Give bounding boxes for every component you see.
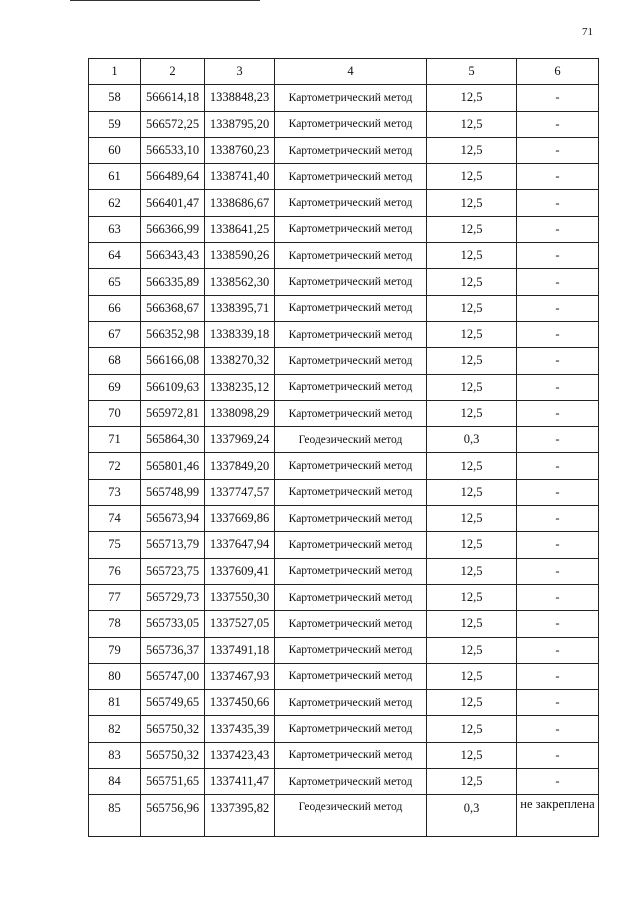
- accuracy-cell: 12,5: [427, 611, 517, 637]
- x-coordinate-cell: 565756,96: [141, 795, 205, 837]
- accuracy-cell: 12,5: [427, 164, 517, 190]
- method-cell: Картометрический метод: [275, 584, 427, 610]
- x-coordinate-cell: 566533,10: [141, 137, 205, 163]
- method-cell: Картометрический метод: [275, 453, 427, 479]
- method-cell: Картометрический метод: [275, 85, 427, 111]
- point-number-cell: 68: [89, 348, 141, 374]
- accuracy-cell: 12,5: [427, 137, 517, 163]
- header-col-6: 6: [517, 59, 599, 85]
- point-number-cell: 67: [89, 321, 141, 347]
- y-coordinate-cell: 1337550,30: [205, 584, 275, 610]
- y-coordinate-cell: 1337467,93: [205, 663, 275, 689]
- fixation-cell: -: [517, 400, 599, 426]
- x-coordinate-cell: 566368,67: [141, 295, 205, 321]
- method-cell: Картометрический метод: [275, 742, 427, 768]
- table-row: [89, 111, 599, 137]
- y-coordinate-cell: 1337849,20: [205, 453, 275, 479]
- point-number-cell: 76: [89, 558, 141, 584]
- y-coordinate-cell: 1337527,05: [205, 611, 275, 637]
- x-coordinate-cell: 566352,98: [141, 321, 205, 347]
- method-cell: Картометрический метод: [275, 269, 427, 295]
- x-coordinate-cell: 566614,18: [141, 85, 205, 111]
- y-coordinate-cell: 1337423,43: [205, 742, 275, 768]
- method-cell: Картометрический метод: [275, 558, 427, 584]
- x-coordinate-cell: 565750,32: [141, 742, 205, 768]
- x-coordinate-cell: 565801,46: [141, 453, 205, 479]
- method-cell: Картометрический метод: [275, 690, 427, 716]
- accuracy-cell: 12,5: [427, 243, 517, 269]
- fixation-cell: -: [517, 532, 599, 558]
- method-cell: Картометрический метод: [275, 637, 427, 663]
- y-coordinate-cell: 1337411,47: [205, 769, 275, 795]
- y-coordinate-cell: 1337609,41: [205, 558, 275, 584]
- fixation-cell: -: [517, 137, 599, 163]
- x-coordinate-cell: 566366,99: [141, 216, 205, 242]
- y-coordinate-cell: 1338590,26: [205, 243, 275, 269]
- table-row: [89, 427, 599, 453]
- fixation-cell: -: [517, 243, 599, 269]
- table-row: [89, 321, 599, 347]
- fixation-cell: -: [517, 769, 599, 795]
- accuracy-cell: 12,5: [427, 663, 517, 689]
- coordinates-table: [88, 58, 599, 837]
- accuracy-cell: 12,5: [427, 85, 517, 111]
- page-number: 71: [582, 26, 593, 38]
- x-coordinate-cell: 565751,65: [141, 769, 205, 795]
- table-row: [89, 795, 599, 837]
- fixation-cell: -: [517, 348, 599, 374]
- fixation-cell: -: [517, 637, 599, 663]
- method-cell: Картометрический метод: [275, 243, 427, 269]
- accuracy-cell: 12,5: [427, 111, 517, 137]
- y-coordinate-cell: 1338760,23: [205, 137, 275, 163]
- fixation-cell: -: [517, 164, 599, 190]
- y-coordinate-cell: 1338686,67: [205, 190, 275, 216]
- y-coordinate-cell: 1337647,94: [205, 532, 275, 558]
- point-number-cell: 79: [89, 637, 141, 663]
- table-row: [89, 637, 599, 663]
- point-number-cell: 69: [89, 374, 141, 400]
- method-cell: Картометрический метод: [275, 769, 427, 795]
- x-coordinate-cell: 566572,25: [141, 111, 205, 137]
- y-coordinate-cell: 1338339,18: [205, 321, 275, 347]
- method-cell: Картометрический метод: [275, 611, 427, 637]
- point-number-cell: 71: [89, 427, 141, 453]
- method-cell: Картометрический метод: [275, 111, 427, 137]
- accuracy-cell: 12,5: [427, 479, 517, 505]
- y-coordinate-cell: 1337395,82: [205, 795, 275, 837]
- method-cell: Картометрический метод: [275, 216, 427, 242]
- point-number-cell: 64: [89, 243, 141, 269]
- accuracy-cell: 12,5: [427, 400, 517, 426]
- fixation-cell: -: [517, 427, 599, 453]
- x-coordinate-cell: 566109,63: [141, 374, 205, 400]
- table-row: [89, 479, 599, 505]
- accuracy-cell: 12,5: [427, 532, 517, 558]
- point-number-cell: 80: [89, 663, 141, 689]
- fixation-cell: -: [517, 374, 599, 400]
- table-row: [89, 374, 599, 400]
- table-row: [89, 295, 599, 321]
- method-cell: Геодезический метод: [275, 427, 427, 453]
- fixation-cell: -: [517, 85, 599, 111]
- point-number-cell: 58: [89, 85, 141, 111]
- y-coordinate-cell: 1337669,86: [205, 506, 275, 532]
- x-coordinate-cell: 566401,47: [141, 190, 205, 216]
- accuracy-cell: 12,5: [427, 374, 517, 400]
- point-number-cell: 77: [89, 584, 141, 610]
- method-cell: Картометрический метод: [275, 716, 427, 742]
- point-number-cell: 81: [89, 690, 141, 716]
- accuracy-cell: 12,5: [427, 690, 517, 716]
- table-row: [89, 506, 599, 532]
- point-number-cell: 60: [89, 137, 141, 163]
- table-row: [89, 584, 599, 610]
- accuracy-cell: 12,5: [427, 769, 517, 795]
- y-coordinate-cell: 1337969,24: [205, 427, 275, 453]
- point-number-cell: 78: [89, 611, 141, 637]
- table-body: [89, 85, 599, 837]
- fixation-cell: -: [517, 321, 599, 347]
- accuracy-cell: 12,5: [427, 269, 517, 295]
- accuracy-cell: 12,5: [427, 216, 517, 242]
- table-row: [89, 532, 599, 558]
- y-coordinate-cell: 1338641,25: [205, 216, 275, 242]
- point-number-cell: 65: [89, 269, 141, 295]
- table-row: [89, 269, 599, 295]
- table-row: [89, 716, 599, 742]
- x-coordinate-cell: 566166,08: [141, 348, 205, 374]
- accuracy-cell: 12,5: [427, 190, 517, 216]
- method-cell: Картометрический метод: [275, 321, 427, 347]
- accuracy-cell: 12,5: [427, 637, 517, 663]
- header-col-2: 2: [141, 59, 205, 85]
- accuracy-cell: 12,5: [427, 295, 517, 321]
- method-cell: Картометрический метод: [275, 479, 427, 505]
- accuracy-cell: 12,5: [427, 716, 517, 742]
- point-number-cell: 82: [89, 716, 141, 742]
- fixation-cell: -: [517, 558, 599, 584]
- point-number-cell: 83: [89, 742, 141, 768]
- fixation-cell: -: [517, 111, 599, 137]
- fixation-cell: -: [517, 295, 599, 321]
- table-row: [89, 663, 599, 689]
- x-coordinate-cell: 566489,64: [141, 164, 205, 190]
- fixation-cell: -: [517, 611, 599, 637]
- table-row: [89, 348, 599, 374]
- header-rule: [70, 0, 260, 1]
- method-cell: Картометрический метод: [275, 137, 427, 163]
- accuracy-cell: 12,5: [427, 558, 517, 584]
- x-coordinate-cell: 565723,75: [141, 558, 205, 584]
- table-row: [89, 769, 599, 795]
- x-coordinate-cell: 565736,37: [141, 637, 205, 663]
- method-cell: Картометрический метод: [275, 663, 427, 689]
- fixation-cell: -: [517, 584, 599, 610]
- point-number-cell: 85: [89, 795, 141, 837]
- point-number-cell: 72: [89, 453, 141, 479]
- header-col-5: 5: [427, 59, 517, 85]
- x-coordinate-cell: 565729,73: [141, 584, 205, 610]
- table-row: [89, 216, 599, 242]
- point-number-cell: 70: [89, 400, 141, 426]
- point-number-cell: 59: [89, 111, 141, 137]
- header-col-3: 3: [205, 59, 275, 85]
- method-cell: Картометрический метод: [275, 374, 427, 400]
- method-cell: Картометрический метод: [275, 532, 427, 558]
- y-coordinate-cell: 1338795,20: [205, 111, 275, 137]
- method-cell: Картометрический метод: [275, 190, 427, 216]
- method-cell: Геодезический метод: [275, 795, 427, 837]
- method-cell: Картометрический метод: [275, 348, 427, 374]
- table-row: [89, 85, 599, 111]
- fixation-cell: -: [517, 216, 599, 242]
- x-coordinate-cell: 566335,89: [141, 269, 205, 295]
- table-header-row: [89, 59, 599, 85]
- table-row: [89, 558, 599, 584]
- accuracy-cell: 12,5: [427, 506, 517, 532]
- point-number-cell: 61: [89, 164, 141, 190]
- fixation-cell: -: [517, 190, 599, 216]
- x-coordinate-cell: 565673,94: [141, 506, 205, 532]
- table-row: [89, 137, 599, 163]
- table-row: [89, 190, 599, 216]
- point-number-cell: 63: [89, 216, 141, 242]
- fixation-cell: -: [517, 453, 599, 479]
- table-row: [89, 742, 599, 768]
- y-coordinate-cell: 1337450,66: [205, 690, 275, 716]
- table-row: [89, 400, 599, 426]
- y-coordinate-cell: 1337747,57: [205, 479, 275, 505]
- y-coordinate-cell: 1337435,39: [205, 716, 275, 742]
- y-coordinate-cell: 1338270,32: [205, 348, 275, 374]
- x-coordinate-cell: 565750,32: [141, 716, 205, 742]
- point-number-cell: 73: [89, 479, 141, 505]
- header-col-4: 4: [275, 59, 427, 85]
- fixation-cell: -: [517, 716, 599, 742]
- y-coordinate-cell: 1338848,23: [205, 85, 275, 111]
- table-row: [89, 243, 599, 269]
- table-row: [89, 453, 599, 479]
- point-number-cell: 74: [89, 506, 141, 532]
- accuracy-cell: 12,5: [427, 742, 517, 768]
- point-number-cell: 62: [89, 190, 141, 216]
- y-coordinate-cell: 1337491,18: [205, 637, 275, 663]
- fixation-cell: -: [517, 663, 599, 689]
- y-coordinate-cell: 1338562,30: [205, 269, 275, 295]
- fixation-cell: -: [517, 742, 599, 768]
- method-cell: Картометрический метод: [275, 295, 427, 321]
- x-coordinate-cell: 565748,99: [141, 479, 205, 505]
- method-cell: Картометрический метод: [275, 164, 427, 190]
- point-number-cell: 66: [89, 295, 141, 321]
- header-col-1: 1: [89, 59, 141, 85]
- point-number-cell: 75: [89, 532, 141, 558]
- accuracy-cell: 12,5: [427, 584, 517, 610]
- y-coordinate-cell: 1338235,12: [205, 374, 275, 400]
- accuracy-cell: 0,3: [427, 795, 517, 837]
- fixation-cell: -: [517, 506, 599, 532]
- table-row: [89, 690, 599, 716]
- x-coordinate-cell: 566343,43: [141, 243, 205, 269]
- x-coordinate-cell: 565864,30: [141, 427, 205, 453]
- x-coordinate-cell: 565972,81: [141, 400, 205, 426]
- method-cell: Картометрический метод: [275, 506, 427, 532]
- x-coordinate-cell: 565749,65: [141, 690, 205, 716]
- x-coordinate-cell: 565733,05: [141, 611, 205, 637]
- accuracy-cell: 12,5: [427, 453, 517, 479]
- method-cell: Картометрический метод: [275, 400, 427, 426]
- accuracy-cell: 12,5: [427, 321, 517, 347]
- accuracy-cell: 12,5: [427, 348, 517, 374]
- y-coordinate-cell: 1338741,40: [205, 164, 275, 190]
- y-coordinate-cell: 1338098,29: [205, 400, 275, 426]
- fixation-cell: -: [517, 690, 599, 716]
- x-coordinate-cell: 565747,00: [141, 663, 205, 689]
- y-coordinate-cell: 1338395,71: [205, 295, 275, 321]
- fixation-cell: -: [517, 479, 599, 505]
- table-row: [89, 611, 599, 637]
- fixation-cell: -: [517, 269, 599, 295]
- table-row: [89, 164, 599, 190]
- x-coordinate-cell: 565713,79: [141, 532, 205, 558]
- point-number-cell: 84: [89, 769, 141, 795]
- accuracy-cell: 0,3: [427, 427, 517, 453]
- fixation-cell: не закреплена: [517, 795, 599, 837]
